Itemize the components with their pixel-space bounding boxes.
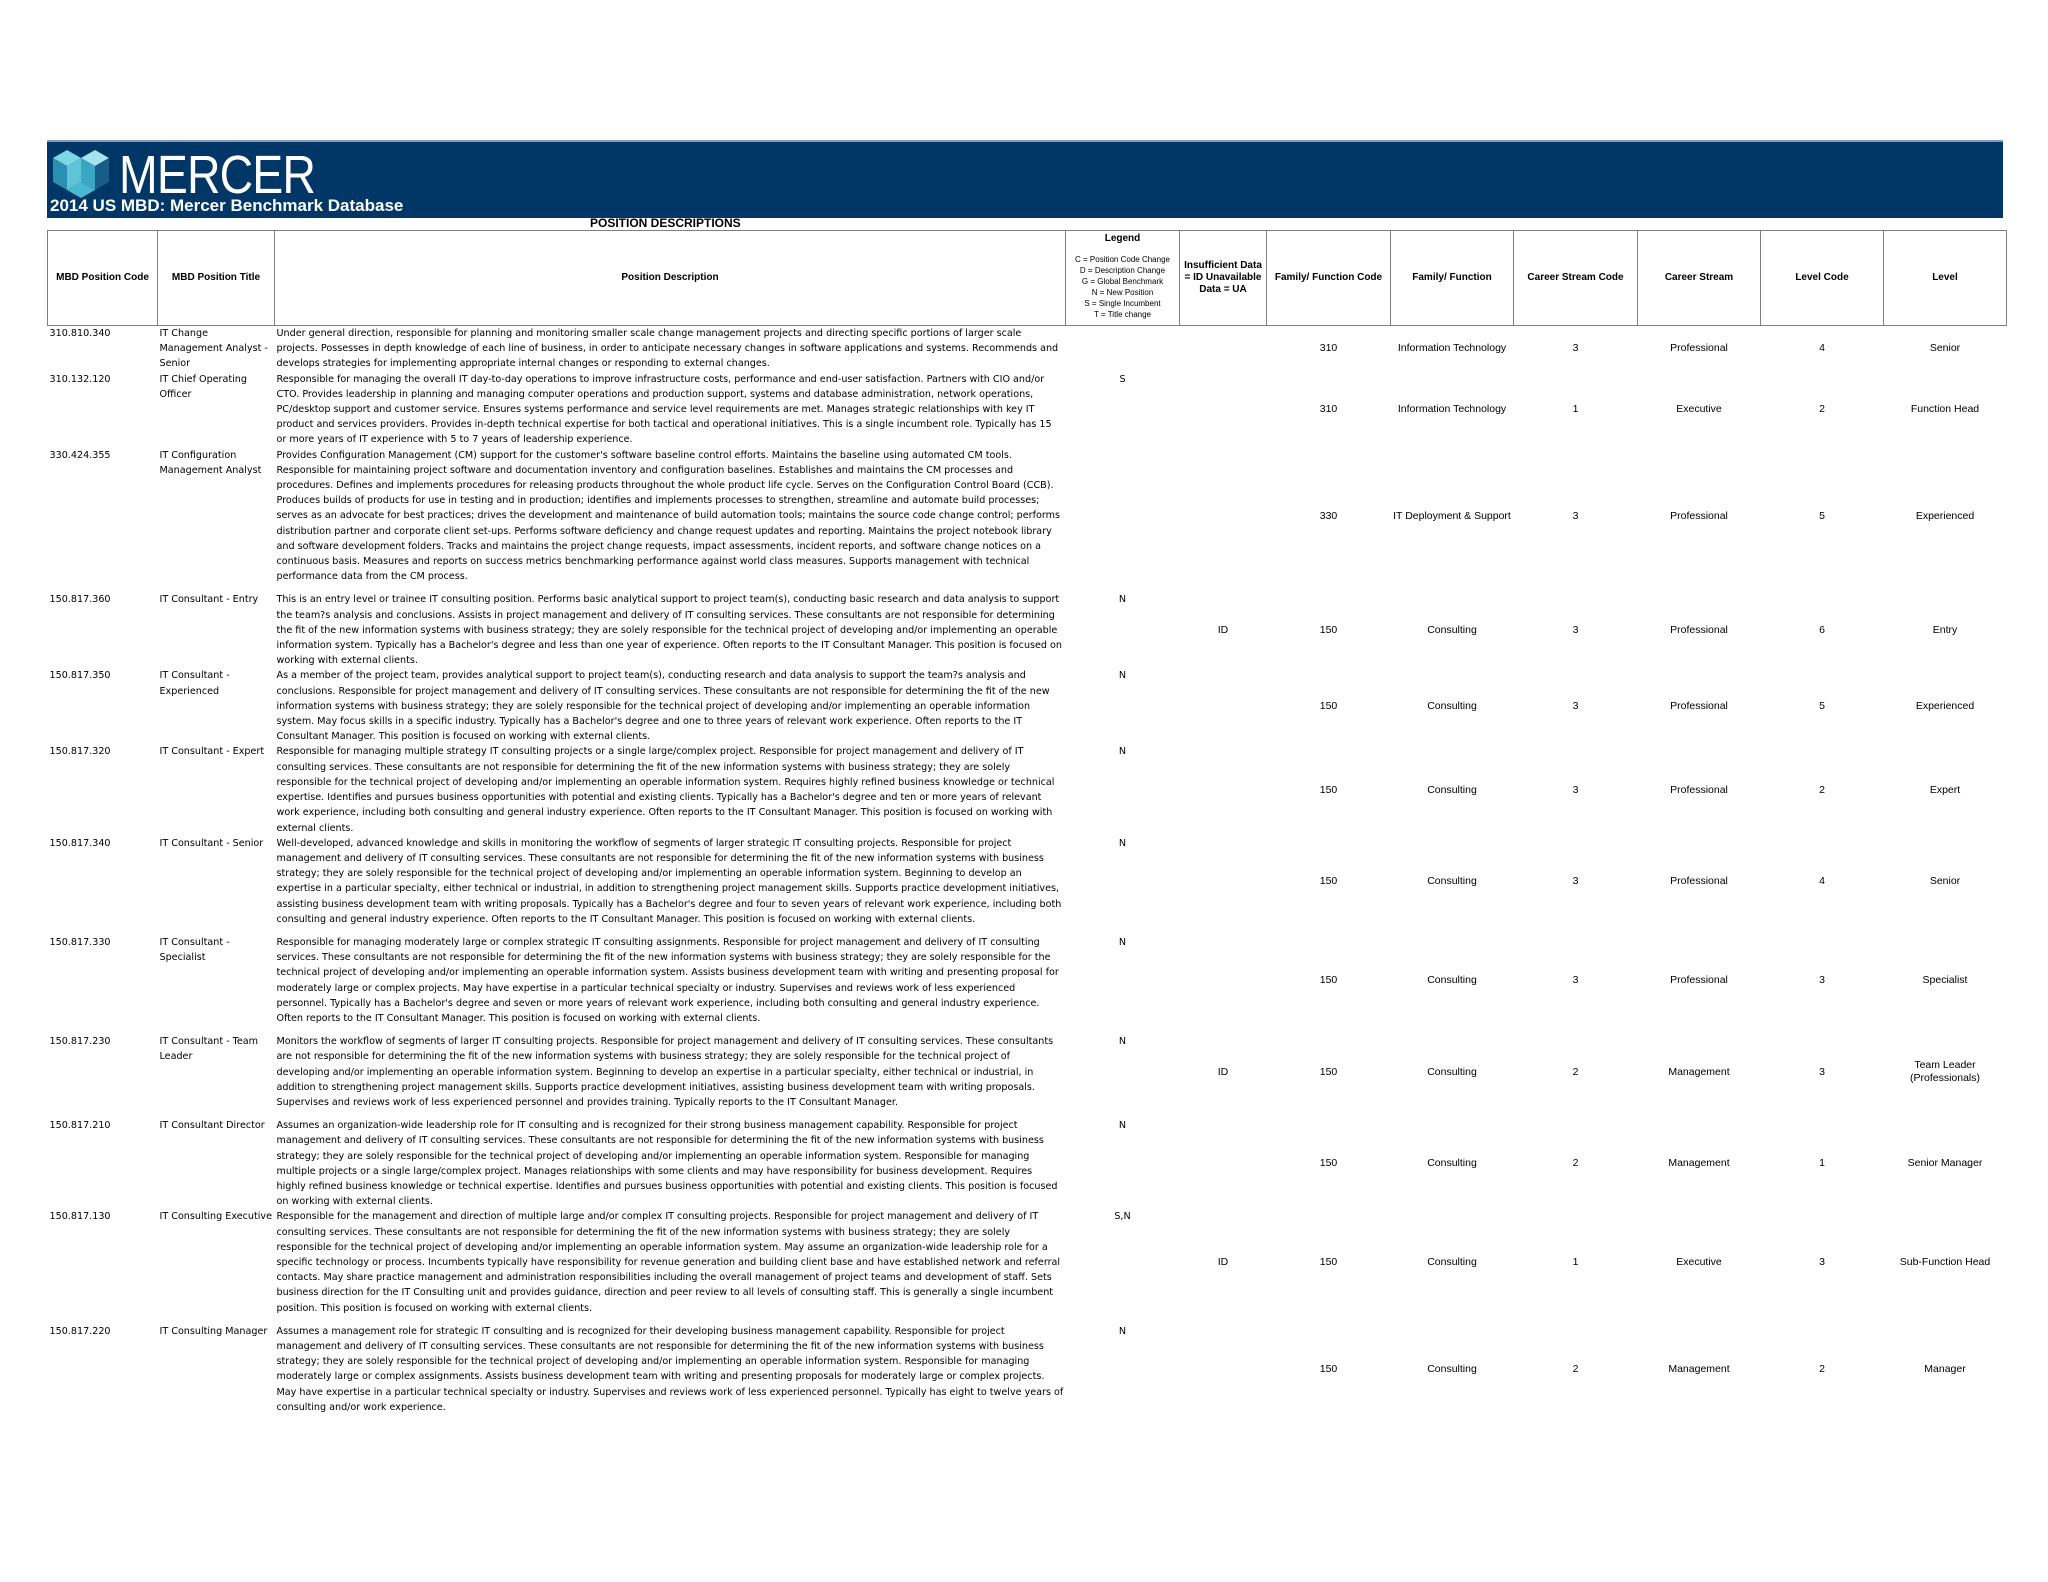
cell-family: Consulting — [1427, 1157, 1477, 1170]
cell-data-flag: ID — [1217, 1065, 1229, 1078]
cell-stream: Executive — [1676, 1256, 1722, 1269]
col-header-code: MBD Position Code — [48, 231, 158, 326]
cell-level: Senior — [1929, 342, 1961, 355]
cell-code: 150.817.320 — [49, 746, 111, 758]
cell-family: Consulting — [1427, 1065, 1477, 1078]
mercer-logo-text: MERCER — [119, 145, 316, 205]
cell-family: Information Technology — [1397, 403, 1507, 416]
cell-title: IT Change Management Analyst - Senior — [159, 328, 268, 370]
cell-code: 150.817.360 — [49, 594, 111, 606]
cell-stream-code: 1 — [1572, 1256, 1579, 1269]
cell-family: Consulting — [1427, 623, 1477, 636]
legend-line: D = Description Change — [1079, 266, 1166, 275]
col-header-description: Position Description — [275, 231, 1066, 326]
legend-line: G = Global Benchmark — [1081, 277, 1164, 286]
cell-description: Well-developed, advanced knowledge and skills in monitoring the workflow of segments of larger strategic IT consulting projects. Responsible for project management and delivery of IT consulting services. These consultants are not responsible for determining the fit of the new information systems with business strategy; they are solely responsible for the technical project of developing and/or implementing an operable information system. Beginning to develop an expertise in a particular specialty, either technical or industrial, in addition to strengthening project management skills. Supports practice development initiatives, assisting business development team with writing proposals. Typically has a Bachelor's degree and four to seven years of relevant work experience, including both consulting and general industry experience. Often reports to the IT Consultant Manager. This position is focused on working with external clients. — [276, 837, 1062, 925]
cell-change: N — [1118, 1036, 1127, 1048]
table-row — [48, 448, 2007, 585]
cell-level-code: 3 — [1819, 1065, 1825, 1078]
col-header-title: MBD Position Title — [158, 231, 275, 326]
cell-level-code: 1 — [1819, 1157, 1825, 1170]
cell-level-code: 3 — [1819, 1256, 1825, 1269]
cell-stream: Management — [1668, 1157, 1730, 1170]
cell-stream: Management — [1668, 1362, 1730, 1375]
row-spacer-cell — [48, 584, 2007, 592]
row-spacer — [48, 584, 2007, 592]
cell-level: Expert — [1929, 783, 1961, 796]
cell-family-code: 150 — [1319, 1256, 1338, 1269]
cell-family-code: 150 — [1319, 1157, 1338, 1170]
cell-data-flag — [1180, 372, 1267, 448]
cell-data-flag: ID — [1217, 1256, 1229, 1269]
database-title: 2014 US MBD: Mercer Benchmark Database — [50, 196, 404, 215]
mercer-logo-icon — [53, 150, 111, 198]
cell-stream-code: 3 — [1572, 699, 1579, 712]
col-header-stream: Career Stream — [1638, 231, 1761, 326]
cell-stream-code: 3 — [1572, 509, 1579, 522]
cell-level: Function Head — [1910, 403, 1980, 416]
cell-description: Provides Configuration Management (CM) support for the customer's software baseline control efforts. Maintains the baseline using automated CM tools. Responsible for maintaining project software and documentation inventory and configuration baselines. Establishes and maintains the CM processes and procedures. Defines and implements procedures for releasing products throughout the whole product life cycle. Serves on the Configuration Control Board (CCB). Produces builds of products for use in testing and in production; identifies and implements processes to strengthen, streamline and automate build processes; serves as an advocate for best practices; drives the development and maintenance of build automation tools; maintains the source code change control; performs distribution partner and corporate client set-ups. Performs software deficiency and change request updates and reporting. Maintains the project notebook library and software development folders. Tracks and maintains the project change requests, impact assessments, incident reports, and software change notices on a continuous basis. Measures and reports on success metrics benchmarking performance against world class measures. Supports management with technical performance data from the CM process. — [276, 449, 1060, 583]
cell-stream: Professional — [1670, 783, 1728, 796]
legend-line: T = Title change — [1094, 310, 1151, 319]
row-spacer — [48, 927, 2007, 935]
cell-description: Responsible for managing multiple strategy IT consulting projects or a single large/complex project. Responsible for project management and delivery of IT consulting services. These consultants are not responsible for determining the fit of the new information systems with business strategy; they are solely responsible for the technical project of developing and/or implementing an operable information system. Requires highly refined business knowledge or technical expertise. Identifies and pursues business opportunities with potential and existing clients. Typically has a Bachelor's degree and ten or more years of relevant work experience, including both consulting and general industry experience. Often reports to the IT Consultant Manager. This position is focused on working with external clients. — [276, 746, 1055, 834]
table-row — [48, 1118, 2007, 1209]
cell-change: N — [1118, 1325, 1127, 1337]
cell-change: N — [1118, 936, 1127, 948]
cell-data-flag — [1180, 836, 1267, 927]
cell-family-code: 150 — [1319, 974, 1338, 987]
row-spacer-cell — [48, 927, 2007, 935]
cell-family-code: 310 — [1319, 342, 1338, 355]
cell-family-code: 150 — [1319, 1362, 1338, 1375]
cell-stream-code: 2 — [1572, 1065, 1579, 1078]
cell-description: Assumes a management role for strategic IT consulting and is recognized for their developing business management capability. Responsible for project management and delivery of IT consulting services. These consultants are not responsible for determining the fit of the new information systems with business strategy; they are solely responsible for the technical project of developing and/or implementing an operable information system. Responsible for managing moderately large or complex assignments. Assists business development team with writing and presenting proposals for moderately large or complex projects. May have expertise in a particular technical specialty or industry. Supervises and reviews work of less experienced personnel. Typically has eight to twelve years of consulting and/or work experience. — [276, 1325, 1064, 1413]
table-row — [48, 744, 2007, 835]
cell-family-code: 150 — [1319, 783, 1338, 796]
cell-change — [1066, 326, 1180, 372]
cell-family: Consulting — [1427, 874, 1477, 887]
section-title: POSITION DESCRIPTIONS — [590, 216, 741, 230]
cell-stream: Professional — [1670, 874, 1728, 887]
row-spacer-cell — [48, 1026, 2007, 1034]
col-header-insufficient: Insufficient Data = ID Unavailable Data = UA — [1180, 231, 1267, 326]
cell-family: Consulting — [1427, 783, 1477, 796]
cell-family-code: 310 — [1319, 403, 1338, 416]
cell-title: IT Consultant - Entry — [159, 594, 259, 606]
col-header-stream-code: Career Stream Code — [1514, 231, 1638, 326]
cell-level: Experienced — [1915, 699, 1975, 712]
cell-data-flag — [1180, 1118, 1267, 1209]
cell-change: N — [1118, 1120, 1127, 1132]
legend-line: C = Position Code Change — [1075, 255, 1170, 264]
col-header-family-code: Family/ Function Code — [1267, 231, 1391, 326]
cell-family-code: 150 — [1319, 623, 1338, 636]
cell-change: S,N — [1114, 1211, 1131, 1223]
table-row — [48, 668, 2007, 744]
table-row — [48, 935, 2007, 1026]
cell-title: IT Consulting Manager — [159, 1325, 268, 1337]
col-header-legend — [1066, 231, 1180, 326]
cell-change: S — [1119, 373, 1126, 385]
cell-data-flag — [1180, 448, 1267, 585]
cell-code: 150.817.340 — [49, 837, 111, 849]
cell-level-code: 5 — [1819, 509, 1825, 522]
cell-stream-code: 3 — [1572, 623, 1579, 636]
cell-change: N — [1118, 670, 1127, 682]
cell-level-code: 2 — [1819, 1362, 1825, 1375]
cell-stream: Management — [1668, 1065, 1730, 1078]
cell-family: Information Technology — [1397, 342, 1507, 355]
legend-line: N = New Position — [1091, 288, 1154, 297]
cell-data-flag — [1180, 1324, 1267, 1415]
cell-stream: Executive — [1676, 403, 1722, 416]
cell-change — [1066, 448, 1180, 585]
cell-title: IT Consulting Executive — [159, 1211, 272, 1223]
cell-family-code: 150 — [1319, 699, 1338, 712]
table-row — [48, 372, 2007, 448]
cell-level-code: 5 — [1819, 699, 1825, 712]
cell-data-flag — [1180, 326, 1267, 372]
cell-description: Responsible for managing moderately large or complex strategic IT consulting assignments. Responsible for project management and delivery of IT consulting services. These consultants are not responsible for determining the fit of the new information systems with business strategy; they are solely responsible for the technical project of developing and/or implementing an operable information system. Assists business development team with writing and presenting proposal for moderately large or complex projects. May have expertise in a particular technical specialty or industry. Supervises and reviews work of less experienced personnel. Typically has a Bachelor's degree and seven or more years of relevant work experience, including both consulting and general industry experience. Often reports to the IT Consultant Manager. This position is focused on working with external clients. — [276, 936, 1059, 1024]
cell-stream: Professional — [1670, 974, 1728, 987]
cell-level: Specialist — [1922, 974, 1968, 987]
cell-code: 330.424.355 — [49, 449, 111, 461]
cell-description: Monitors the workflow of segments of larger IT consulting projects. Responsible for project management and delivery of IT consulting services. These consultants are not responsible for determining the fit of the new information systems with business strategy; they are solely responsible for the technical project of developing and/or implementing an operable information system. Beginning to develop an expertise in a particular specialty, either technical or industrial, in addition to strengthening project management skills. Supports practice development initiatives, assisting business development team with writing proposals. Supervises and reviews work of less experienced personnel and provides training. Typically reports to the IT Consultant Manager. — [276, 1036, 1054, 1108]
legend-title: Legend — [1104, 233, 1141, 244]
cell-data-flag: ID — [1217, 623, 1229, 636]
cell-code: 150.817.330 — [49, 936, 111, 948]
cell-description: This is an entry level or trainee IT consulting position. Performs basic analytical support to project team(s), conducting basic research and data analysis to support the team?s analysis and conclusions. Assists in project management and delivery of IT consulting services. These consultants are not responsible for determining the fit of the new information systems with business strategy; they are solely responsible for the technical project of developing and/or implementing an operable information system. Typically has a Bachelor's degree and less than one year of experience. Often reports to the IT Consultant Manager. This position is focused on working with external clients. — [276, 594, 1063, 667]
table-row — [48, 592, 2007, 668]
cell-data-flag — [1180, 668, 1267, 744]
cell-stream-code: 3 — [1572, 783, 1579, 796]
table-row — [48, 1034, 2007, 1110]
cell-family: Consulting — [1427, 699, 1477, 712]
cell-stream: Professional — [1670, 342, 1728, 355]
cell-title: IT Consultant - Expert — [159, 746, 265, 758]
cell-family-code: 150 — [1319, 1065, 1338, 1078]
cell-level-code: 6 — [1819, 623, 1825, 636]
cell-description: Under general direction, responsible for planning and monitoring smaller scale change management projects and directing specific portions of larger scale projects. Possesses in depth knowledge of each line of business, in order to anticipate necessary changes in software applications and systems. Recommends and develops strategies for implementing appropriate internal changes or responding to external changes. — [276, 328, 1059, 370]
cell-code: 150.817.130 — [49, 1211, 111, 1223]
table-body — [48, 326, 2007, 1416]
cell-change: N — [1118, 746, 1127, 758]
cell-level: Senior Manager — [1907, 1157, 1983, 1170]
cell-change: N — [1118, 594, 1127, 606]
cell-code: 310.132.120 — [49, 373, 111, 385]
cell-level-code: 2 — [1819, 403, 1825, 416]
cell-level-code: 4 — [1819, 874, 1825, 887]
cell-stream-code: 3 — [1572, 974, 1579, 987]
cell-code: 150.817.220 — [49, 1325, 111, 1337]
cell-description: Responsible for managing the overall IT day-to-day operations to improve infrastructure costs, performance and end-user satisfaction. Partners with CIO and/or CTO. Provides leadership in planning and managing computer operations and production support, systems and database administration, network operations, PC/desktop support and customer service. Ensures systems performance and service level requirements are met. Manages strategic relationships with key IT product and services providers. Provides in-depth technical expertise for both tactical and operational initiatives. This is a single incumbent role. Typically has 15 or more years of IT experience with 5 to 7 years of leadership experience. — [276, 373, 1052, 446]
cell-description: As a member of the project team, provides analytical support to project team(s), conducting research and data analysis to support the team?s analysis and conclusions. Responsible for project management and delivery of IT consulting services. These consultants are not responsible for determining the fit of the new information systems with business strategy; they are solely responsible for the technical project of developing and/or implementing an operable information system. May focus skills in a specific industry. Typically has a Bachelor's degree and one to three years of relevant work experience. Often reports to the IT Consultant Manager. This position is focused on working with external clients. — [276, 670, 1050, 743]
cell-description: Responsible for the management and direction of multiple large and/or complex IT consulting projects. Responsible for project management and delivery of IT consulting services. These consultants are not responsible for determining the fit of the new information systems with business strategy; they are solely responsible for the technical project of developing and/or implementing an operable information system. May assume an organization-wide leadership role for a specific technology or process. Incumbents typically have responsibility for revenue generation and building client base and have established network and referral contacts. May share practice management and administration responsibilities including the overall management of project teams and development of staff. Sets business direction for the IT Consulting unit and provides guidance, direction and peer review to all levels of consulting staff. This is generally a single incumbent position. This position is focused on working with external clients. — [276, 1211, 1061, 1314]
cell-level-code: 4 — [1819, 342, 1825, 355]
cell-code: 150.817.230 — [49, 1036, 111, 1048]
cell-stream: Professional — [1670, 699, 1728, 712]
cell-title: IT Consultant - Team Leader — [159, 1036, 259, 1063]
table-row — [48, 326, 2007, 372]
cell-title: IT Consultant - Experienced — [159, 670, 230, 697]
cell-family: IT Deployment & Support — [1393, 509, 1511, 522]
cell-code: 310.810.340 — [49, 328, 111, 339]
cell-level: Sub-Function Head — [1899, 1256, 1991, 1269]
cell-code: 150.817.350 — [49, 670, 111, 682]
cell-title: IT Consultant - Specialist — [159, 936, 230, 964]
cell-stream: Professional — [1670, 623, 1728, 636]
cell-level: Manager — [1924, 1362, 1966, 1375]
cell-change: N — [1118, 837, 1127, 849]
header-banner — [47, 140, 2003, 218]
cell-level: Senior — [1929, 874, 1961, 887]
cell-title: IT Consultant - Senior — [159, 837, 264, 849]
cell-level-code: 2 — [1819, 783, 1825, 796]
cell-code: 150.817.210 — [49, 1120, 111, 1132]
col-header-family: Family/ Function — [1391, 231, 1514, 326]
cell-title: IT Consultant Director — [159, 1120, 265, 1132]
row-spacer — [48, 1110, 2007, 1118]
cell-level: Team Leader (Professionals) — [1909, 1059, 1981, 1085]
col-header-level: Level — [1884, 231, 2007, 326]
col-header-level-code: Level Code — [1761, 231, 1884, 326]
cell-stream-code: 1 — [1572, 403, 1579, 416]
row-spacer — [48, 1316, 2007, 1324]
table-row — [48, 836, 2007, 927]
table-row — [48, 1209, 2007, 1315]
header-row — [48, 231, 2007, 326]
cell-stream-code: 3 — [1572, 874, 1579, 887]
row-spacer-cell — [48, 1110, 2007, 1118]
row-spacer-cell — [48, 1316, 2007, 1324]
cell-level: Entry — [1932, 623, 1958, 636]
position-table — [47, 230, 2007, 1415]
cell-stream-code: 2 — [1572, 1157, 1579, 1170]
cell-description: Assumes an organization-wide leadership role for IT consulting and is recognized for their strong business management capability. Responsible for project management and delivery of IT consulting services. These consultants are not responsible for determining the fit of the new information systems with business strategy; they are solely responsible for the technical project of developing and/or implementing an operable information system. Responsible for managing multiple projects or a single large/complex project. Manages relationships with some clients and may have responsibility for business development. Requires highly refined business knowledge or technical expertise. Identifies and pursues business opportunities with potential and existing clients. This position is focused on working with external clients. — [276, 1120, 1058, 1208]
cell-family-code: 330 — [1319, 509, 1338, 522]
cell-stream: Professional — [1670, 509, 1728, 522]
row-spacer — [48, 1026, 2007, 1034]
cell-family: Consulting — [1427, 1256, 1477, 1269]
cell-data-flag — [1180, 744, 1267, 835]
cell-family: Consulting — [1427, 974, 1477, 987]
cell-family-code: 150 — [1319, 874, 1338, 887]
cell-stream-code: 2 — [1572, 1362, 1579, 1375]
legend-line: S = Single Incumbent — [1084, 299, 1161, 308]
table-row — [48, 1324, 2007, 1415]
cell-family: Consulting — [1427, 1362, 1477, 1375]
cell-level-code: 3 — [1819, 974, 1825, 987]
cell-stream-code: 3 — [1572, 342, 1579, 355]
cell-level: Experienced — [1915, 509, 1975, 522]
cell-data-flag — [1180, 935, 1267, 1026]
cell-title: IT Configuration Management Analyst — [159, 449, 262, 476]
cell-title: IT Chief Operating Officer — [159, 373, 247, 400]
